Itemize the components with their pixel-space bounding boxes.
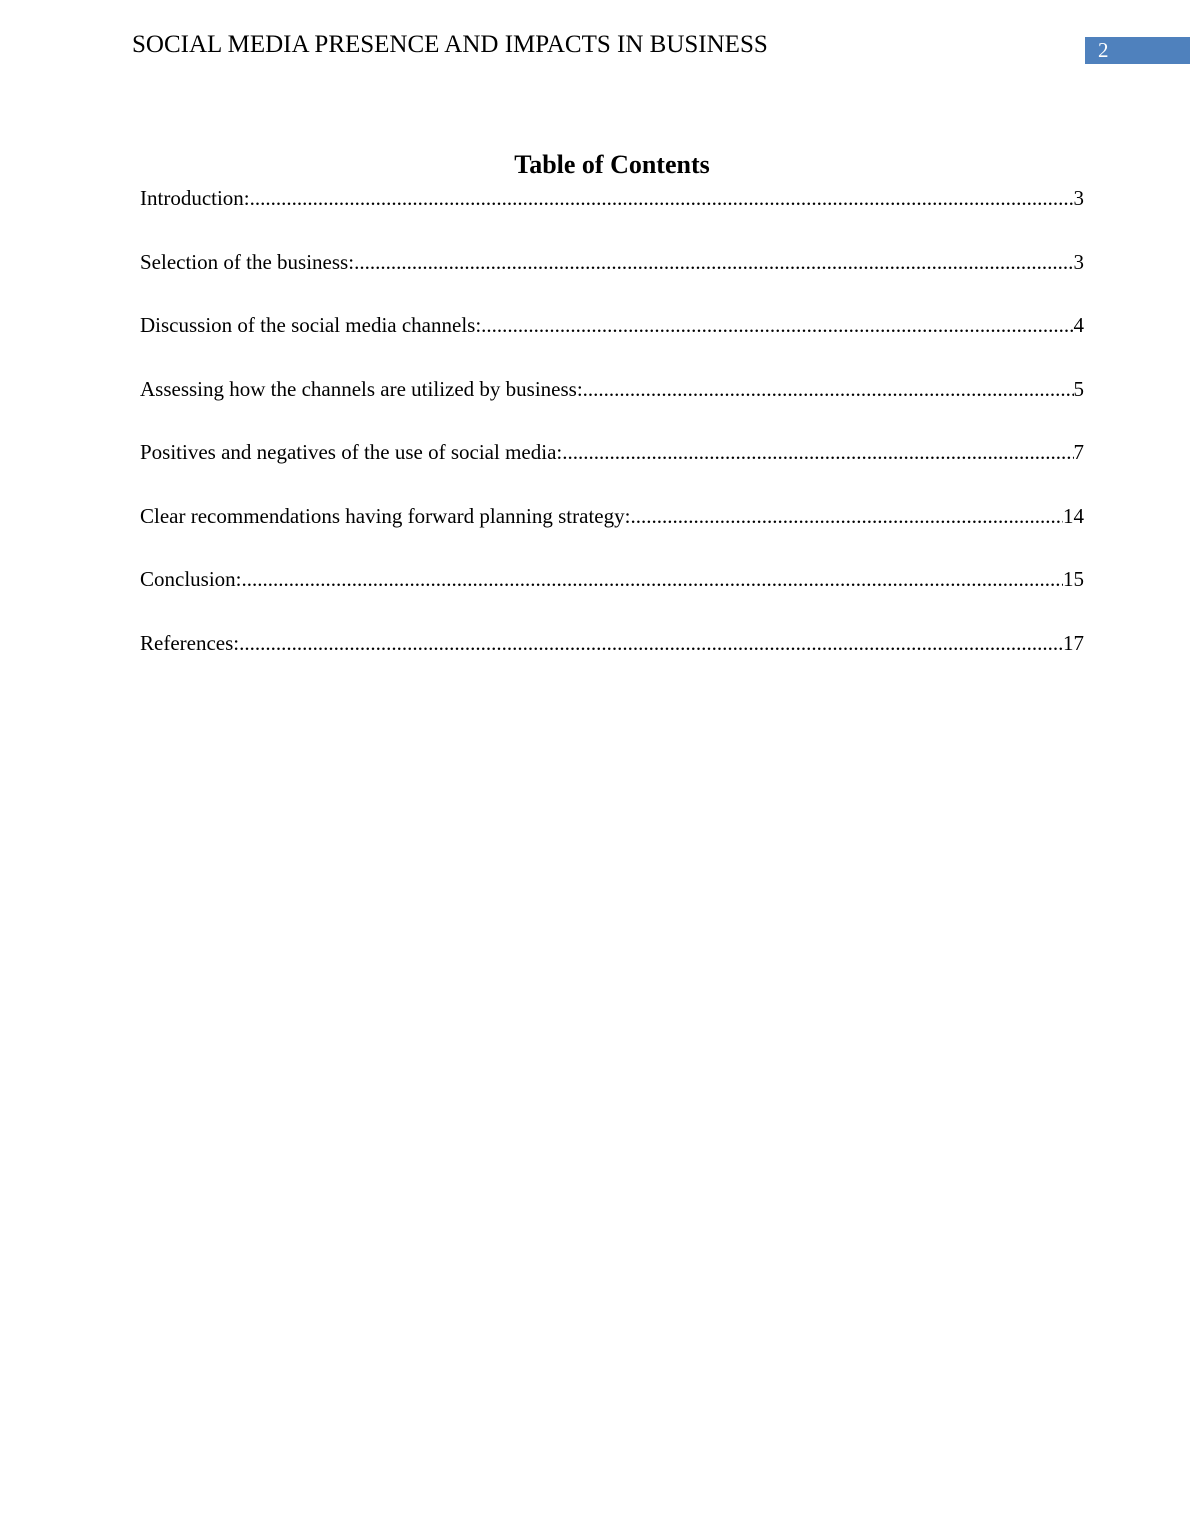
toc-dot-leader [239,629,1063,657]
page-number: 2 [1098,38,1109,62]
toc-dot-leader [242,565,1063,593]
toc-entry-social-media-channels[interactable] [140,311,1084,375]
running-header-title: SOCIAL MEDIA PRESENCE AND IMPACTS IN BUSINESS [132,31,768,58]
toc-entry-selection-of-business[interactable] [140,248,1084,312]
toc-entry-label: Conclusion: [140,567,242,591]
toc-entry-label: Discussion of the social media channels: [140,313,482,337]
toc-entry-page: 5 [1073,376,1084,401]
toc-entry-label: Assessing how the channels are utilized by business: [140,376,583,401]
toc-entry-channels-utilization[interactable] [140,375,1084,439]
toc-entry-introduction[interactable] [140,184,1084,248]
toc-entry-label: Introduction: [140,186,250,210]
toc-entry-conclusion[interactable] [140,565,1084,629]
page-number-badge [1085,37,1190,64]
toc-dot-leader [630,502,1063,530]
toc-entry-label: Clear recommendations having forward planning strategy: [140,503,631,528]
toc-entry-page: 4 [1073,313,1084,337]
toc-entry-label: Selection of the business: [140,249,355,274]
toc-entry-page: 15 [1063,567,1084,591]
toc-entry-page: 17 [1063,630,1084,655]
toc-dot-leader [354,248,1073,276]
toc-entry-page: 7 [1073,440,1084,464]
toc-dot-leader [583,375,1074,403]
toc-list [140,184,1084,692]
toc-entry-page: 3 [1073,249,1084,274]
toc-entry-references[interactable] [140,629,1084,693]
toc-entry-label: References: [140,630,240,655]
toc-entry-recommendations[interactable] [140,502,1084,566]
toc-entry-page: 14 [1063,503,1084,528]
toc-entry-page: 3 [1073,186,1084,210]
toc-dot-leader [481,311,1073,339]
toc-entry-label: Positives and negatives of the use of social media: [140,440,563,464]
toc-dot-leader [562,438,1073,466]
toc-title: Table of Contents [514,150,710,179]
toc-entry-positives-negatives[interactable] [140,438,1084,502]
toc-dot-leader [250,184,1074,212]
